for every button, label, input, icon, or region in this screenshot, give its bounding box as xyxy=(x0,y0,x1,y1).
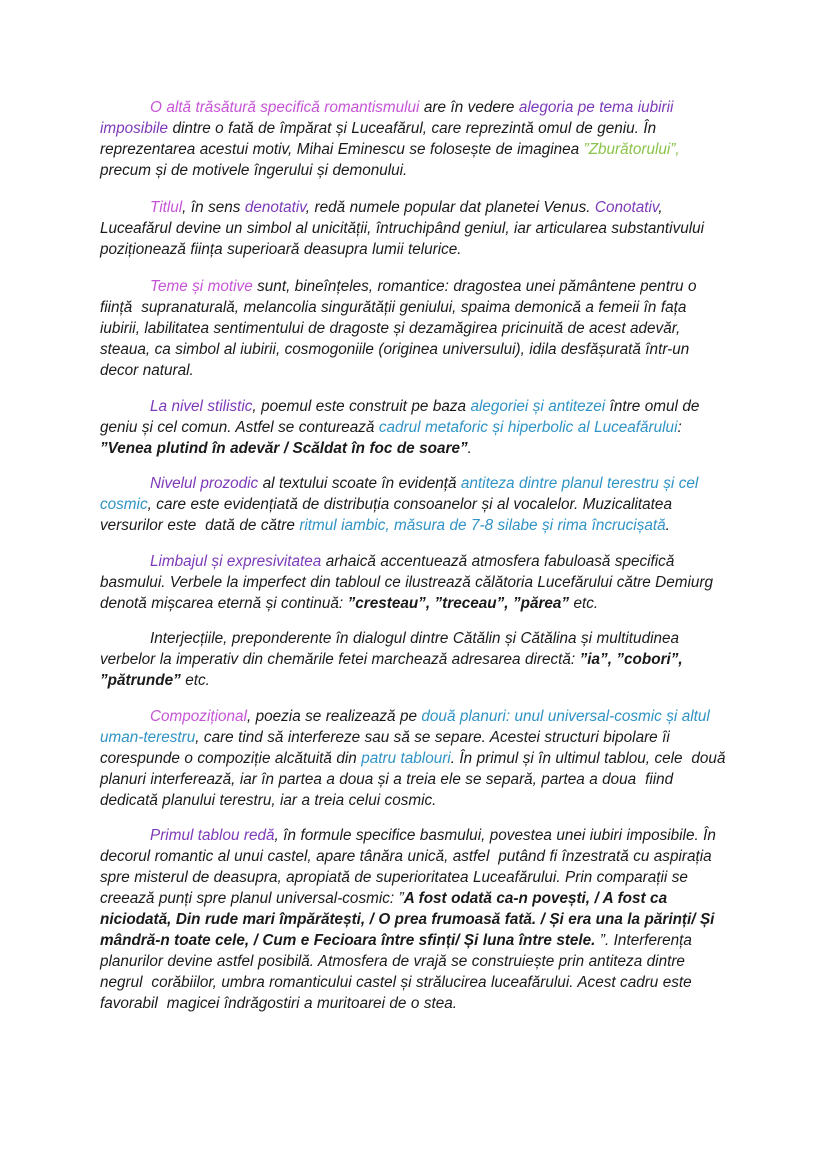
paragraph-prosodic-level xyxy=(100,473,726,536)
text-segment: arhaică accentuează atmosfera fabuloasă specifică basmului. Verbele la imperfect din tabloul ce ilustrează călătoria Lucefărului către Demiurg denotă mișcarea eternă și continuă: xyxy=(100,552,718,612)
text-segment: . xyxy=(665,517,670,534)
text-segment: dintre o fată de împărat și Luceafărul, care reprezintă omul de geniu. În reprezentarea acestui motiv, Mihai Eminescu se folosește de imaginea xyxy=(100,120,661,158)
text-segment: . În primul și în ultimul tablou, cele două planuri interferează, iar în partea a doua și a treia ele se separă, partea a doua fiind dedicată planului terestru, iar a treia celui cosmic. xyxy=(100,749,730,809)
text-segment: alegoria pe tema iubirii imposibile xyxy=(100,99,678,137)
text-segment: Primul tablou redă xyxy=(150,827,275,844)
text-segment: antiteza dintre planul terestru și cel cosmic xyxy=(100,475,703,513)
text-segment: sunt, bineînțeles, romantice: dragostea unei pământene pentru o ființă supranaturală, melancolia singurătății geniului, spaima demonică a femeii în fața iubirii, labilitatea sentimentului de dragoste și dezamăgirea pricinuită de acest adevăr, steaua, ca simbol al iubirii, cosmogoniile (originea universului), idila desfășurată într-un decor natural. xyxy=(100,278,701,379)
text-segment: două planuri: unul universal-cosmic și altul uman-terestru xyxy=(100,707,719,746)
text-segment: La nivel stilistic xyxy=(150,397,253,415)
paragraph-themes-motifs xyxy=(100,276,726,381)
text-segment: Compozițional xyxy=(150,707,247,725)
paragraph-language-expressiveness xyxy=(100,551,726,614)
text-segment: , în formule specifice basmului, povestea unei iubiri imposibile. În decorul romantic al unui castel, apare tânăra unică, astfel putând fi înzestrată cu aspirația spre misterul de deasupra, apropiată de superioritatea Luceafărului. Prin comparații se creează punți spre planul universal-cosmic: ” xyxy=(100,827,721,907)
text-segment: Teme și motive xyxy=(150,278,253,295)
text-segment: , poezia se realizează pe xyxy=(246,707,422,725)
text-segment: , poemul este construit pe baza xyxy=(252,397,471,415)
document-body xyxy=(100,97,730,1029)
text-segment: ”ia”, ”cobori”, ”pătrunde” xyxy=(100,651,688,689)
text-segment: denotativ xyxy=(244,199,306,216)
text-segment: Titlul xyxy=(150,199,183,216)
text-segment: ”cresteau”, ”treceau”, ”părea” xyxy=(347,594,570,612)
paragraph-title xyxy=(100,197,726,260)
text-segment: , redă numele popular dat planetei Venus. xyxy=(305,199,595,216)
text-segment: Limbajul și expresivitatea xyxy=(150,552,322,570)
text-segment: etc. xyxy=(180,672,210,689)
text-segment: , în sens xyxy=(182,199,245,216)
text-segment: ritmul iambic, măsura de 7-8 silabe și rima încrucișată xyxy=(299,517,666,534)
text-segment: cadrul metaforic și hiperbolic al Luceafărului xyxy=(378,418,678,436)
text-segment: : xyxy=(677,418,687,436)
text-segment: precum și de motivele îngerului și demonului. xyxy=(100,141,685,179)
paragraph-romanticism-allegory xyxy=(100,97,726,181)
text-segment: ”Zburătorului”, xyxy=(583,141,680,158)
text-segment: are în vedere xyxy=(419,99,519,116)
text-segment: ”. Interferența planurilor devine astfel posibilă. Atmosfera de vrajă se construiește prin antiteza dintre negrul corăbiilor, umbra romanticului castel și strălucirea luceafărului. Acest cadru este favorabil magicei îndrăgostiri a muritoarei de o stea. xyxy=(100,932,697,1012)
text-segment: patru tablouri xyxy=(361,749,451,767)
text-segment: Interjecțiile, preponderente în dialogul dintre Cătălin și Cătălina și multitudinea verbelor la imperativ din chemările fetei marchează adresarea directă: xyxy=(100,630,684,668)
text-segment: Conotativ xyxy=(594,199,659,216)
paragraph-interjections xyxy=(100,628,726,691)
text-segment: O altă trăsătură specifică romantismului xyxy=(150,99,420,116)
text-segment: etc. xyxy=(569,594,599,612)
paragraph-composition xyxy=(100,706,730,811)
text-segment: , care tind să interfereze sau să se separe. Acestei structuri bipolare îi corespunde o compoziție alcătuită din xyxy=(100,728,679,767)
paragraph-first-tableau xyxy=(100,825,726,1014)
text-segment: ”Venea plutind în adevăr / Scăldat în foc de soare” xyxy=(100,439,468,457)
text-segment: al textului scoate în evidență xyxy=(258,475,461,492)
text-segment: . xyxy=(467,439,472,457)
text-segment: , Luceafărul devine un simbol al unicității, întruchipând geniul, iar articularea substantivului poziționează ființa superioară deasupra lumii telurice. xyxy=(100,199,709,258)
paragraph-stylistic-level xyxy=(100,396,726,459)
text-segment: Nivelul prozodic xyxy=(150,475,259,492)
text-segment: alegoriei și antitezei xyxy=(470,397,606,415)
text-segment: A fost odată ca-n povești, / A fost ca niciodată, Din rude mari împărătești, / O prea frumoasă fată. / Și era una la părinți/ Și mândră-n toate cele, / Cum e Fecioara între sfinți/ Și luna între stele. xyxy=(100,890,719,949)
text-segment: , care este evidențiată de distribuția consoanelor și al vocalelor. Muzicalitatea versurilor este dată de către xyxy=(100,496,677,534)
text-segment: între omul de geniu și cel comun. Astfel se conturează xyxy=(100,397,704,436)
